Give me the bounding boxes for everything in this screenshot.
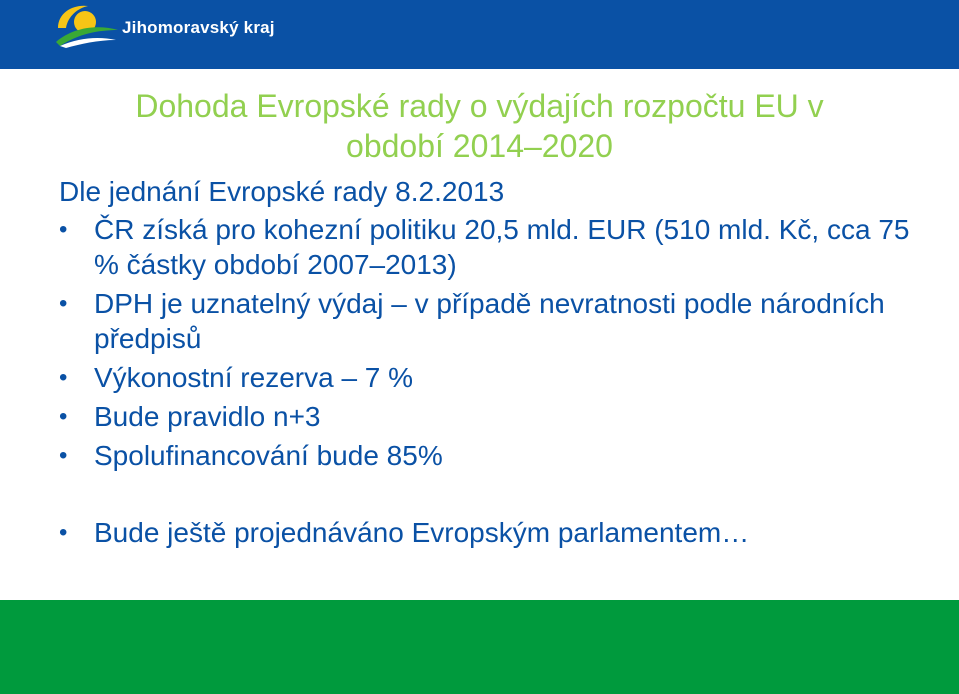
- brand-name: Jihomoravský kraj: [122, 18, 275, 37]
- header-bar: [0, 0, 959, 69]
- slide-title: [0, 86, 959, 166]
- bullet-item: • DPH je uznatelný výdaj – v případě nevratnosti podle národních předpisů: [59, 286, 919, 356]
- slide-content: [59, 172, 919, 554]
- bullet-item: • Spolufinancování bude 85%: [59, 438, 919, 473]
- footer-bar: [0, 600, 959, 694]
- bullet-item: • Výkonostní rezerva – 7 %: [59, 360, 919, 395]
- bullet-item: • ČR získá pro kohezní politiku 20,5 mld. EUR (510 mld. Kč, cca 75 % částky období 2007–2013): [59, 212, 919, 282]
- bullet-list: [59, 212, 919, 550]
- jihomoravsky-kraj-logo-icon: [52, 2, 122, 48]
- bullet-item: • Bude ještě projednáváno Evropským parlamentem…: [59, 515, 919, 550]
- bullet-item: • Bude pravidlo n+3: [59, 399, 919, 434]
- subheading: Dle jednání Evropské rady 8.2.2013: [59, 176, 505, 207]
- slide-title-line-1: Dohoda Evropské rady o výdajích rozpočtu EU v: [135, 88, 824, 124]
- slide-title-line-2: období 2014–2020: [346, 128, 613, 164]
